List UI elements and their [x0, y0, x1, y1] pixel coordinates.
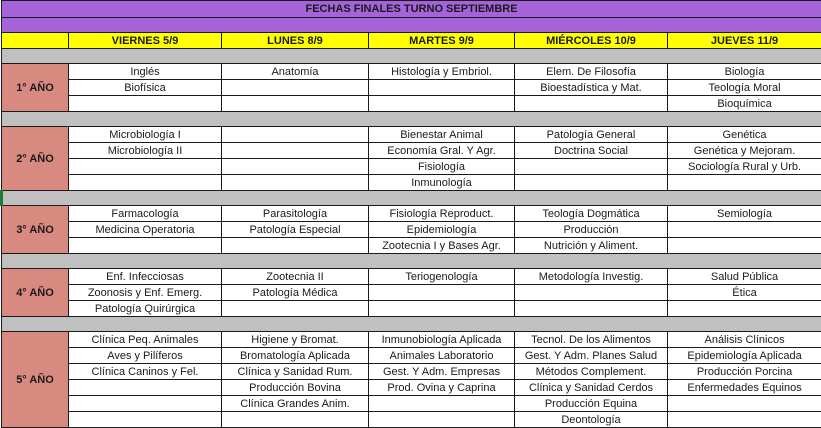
- gray-separator-row: [2, 317, 821, 332]
- subject-cell[interactable]: Clínica y Sanidad Cerdos: [515, 380, 668, 396]
- subject-cell[interactable]: Histología y Embriol.: [369, 64, 515, 80]
- subject-cell[interactable]: Inglés: [69, 64, 222, 80]
- subject-cell[interactable]: Elem. De Filosofía: [515, 64, 668, 80]
- subject-cell[interactable]: [69, 96, 222, 112]
- subject-cell[interactable]: [668, 175, 821, 191]
- subject-cell[interactable]: [515, 159, 668, 175]
- subject-cell[interactable]: Farmacología: [69, 206, 222, 222]
- gray-separator-cell[interactable]: [2, 254, 821, 269]
- sheet-title[interactable]: FECHAS FINALES TURNO SEPTIEMBRE: [2, 1, 821, 18]
- subject-cell[interactable]: Teología Moral: [668, 80, 821, 96]
- subject-cell[interactable]: Higiene y Bromat.: [222, 332, 369, 348]
- subject-row: [2, 380, 821, 396]
- year-label-cell[interactable]: 3° AÑO: [2, 206, 69, 254]
- day-header-cell[interactable]: JUEVES 11/9: [668, 33, 821, 49]
- subject-cell[interactable]: Enfermedades Equinos: [668, 380, 821, 396]
- subject-cell[interactable]: Nutrición y Aliment.: [515, 238, 668, 254]
- subject-cell[interactable]: Zootecnia I y Bases Agr.: [369, 238, 515, 254]
- subject-cell[interactable]: [222, 238, 369, 254]
- subject-cell[interactable]: Tecnol. De los Alimentos: [515, 332, 668, 348]
- subject-row: [2, 238, 821, 254]
- subject-cell[interactable]: Salud Pública: [668, 269, 821, 285]
- subject-cell[interactable]: Biofísica: [69, 80, 222, 96]
- subject-row: [2, 222, 821, 238]
- subject-cell[interactable]: Epidemiología: [369, 222, 515, 238]
- subject-row: [2, 285, 821, 301]
- subject-cell[interactable]: Clínica Grandes Anim.: [222, 396, 369, 412]
- subject-cell[interactable]: Prod. Ovina y Caprina: [369, 380, 515, 396]
- purple-spacer-cell[interactable]: [2, 18, 821, 33]
- subject-cell[interactable]: Sociología Rural y Urb.: [668, 159, 821, 175]
- subject-cell[interactable]: Patología Especial: [222, 222, 369, 238]
- title-row: [2, 1, 821, 18]
- subject-cell[interactable]: Parasitología: [222, 206, 369, 222]
- gray-separator-cell[interactable]: [2, 317, 821, 332]
- subject-cell[interactable]: Semiología: [668, 206, 821, 222]
- year-label-cell[interactable]: 4° AÑO: [2, 269, 69, 317]
- subject-cell[interactable]: Patología General: [515, 127, 668, 143]
- year-label-cell[interactable]: 5° AÑO: [2, 332, 69, 428]
- subject-cell[interactable]: [668, 412, 821, 428]
- subject-cell[interactable]: Genética y Mejoram.: [668, 143, 821, 159]
- subject-cell[interactable]: Deontología: [515, 412, 668, 428]
- subject-cell[interactable]: Producción Porcina: [668, 364, 821, 380]
- subject-cell[interactable]: [369, 80, 515, 96]
- subject-cell[interactable]: [515, 301, 668, 317]
- subject-cell[interactable]: Zootecnia II: [222, 269, 369, 285]
- subject-row: [2, 96, 821, 112]
- subject-cell[interactable]: Ética: [668, 285, 821, 301]
- subject-cell[interactable]: [69, 175, 222, 191]
- gray-separator-cell[interactable]: [2, 49, 821, 64]
- day-header-cell[interactable]: VIERNES 5/9: [69, 33, 222, 49]
- subject-cell[interactable]: [222, 80, 369, 96]
- subject-cell[interactable]: [668, 238, 821, 254]
- subject-cell[interactable]: [69, 159, 222, 175]
- subject-cell[interactable]: Patología Quirúrgica: [69, 301, 222, 317]
- day-header-cell[interactable]: LUNES 8/9: [222, 33, 369, 49]
- subject-cell[interactable]: Teriogenología: [369, 269, 515, 285]
- year-label-cell[interactable]: 1° AÑO: [2, 64, 69, 112]
- subject-cell[interactable]: [69, 238, 222, 254]
- subject-row: [2, 80, 821, 96]
- subject-row: [2, 396, 821, 412]
- subject-cell[interactable]: [222, 143, 369, 159]
- subject-cell[interactable]: [222, 412, 369, 428]
- subject-cell[interactable]: Producción Equina: [515, 396, 668, 412]
- subject-cell[interactable]: [515, 285, 668, 301]
- subject-cell[interactable]: [369, 285, 515, 301]
- subject-cell[interactable]: Doctrina Social: [515, 143, 668, 159]
- subject-cell[interactable]: [222, 96, 369, 112]
- subject-cell[interactable]: Aves y Pilíferos: [69, 348, 222, 364]
- subject-cell[interactable]: Enf. Infecciosas: [69, 269, 222, 285]
- subject-row: [2, 348, 821, 364]
- gray-separator-row: [2, 254, 821, 269]
- subject-cell[interactable]: Bienestar Animal: [369, 127, 515, 143]
- gray-separator-row: [2, 112, 821, 127]
- subject-cell[interactable]: Clínica y Sanidad Rum.: [222, 364, 369, 380]
- subject-cell[interactable]: Bioquímica: [668, 96, 821, 112]
- subject-cell[interactable]: [369, 301, 515, 317]
- day-header-row: [2, 33, 821, 49]
- subject-row: [2, 143, 821, 159]
- subject-cell[interactable]: [69, 412, 222, 428]
- year-label-cell[interactable]: 2° AÑO: [2, 127, 69, 191]
- subject-cell[interactable]: Anatomía: [222, 64, 369, 80]
- subject-cell[interactable]: Zoonosis y Enf. Emerg.: [69, 285, 222, 301]
- subject-cell[interactable]: [222, 127, 369, 143]
- subject-cell[interactable]: [515, 96, 668, 112]
- subject-cell[interactable]: Microbiología I: [69, 127, 222, 143]
- subject-cell[interactable]: [222, 301, 369, 317]
- subject-cell[interactable]: Análisis Clínicos: [668, 332, 821, 348]
- subject-cell[interactable]: Economía Gral. Y Agr.: [369, 143, 515, 159]
- subject-cell[interactable]: Genética: [668, 127, 821, 143]
- gray-separator-row: [2, 49, 821, 64]
- subject-row: [2, 412, 821, 428]
- subject-cell[interactable]: Producción Bovina: [222, 380, 369, 396]
- day-header-cell[interactable]: MIÉRCOLES 10/9: [515, 33, 668, 49]
- subject-row: [2, 269, 821, 285]
- subject-row: [2, 364, 821, 380]
- subject-cell[interactable]: Microbiología II: [69, 143, 222, 159]
- subject-cell[interactable]: [369, 396, 515, 412]
- subject-row: [2, 332, 821, 348]
- subject-cell[interactable]: Métodos Complement.: [515, 364, 668, 380]
- subject-cell[interactable]: [369, 412, 515, 428]
- subject-cell[interactable]: [668, 301, 821, 317]
- subject-cell[interactable]: Producción: [515, 222, 668, 238]
- header-corner-cell[interactable]: [2, 33, 69, 49]
- subject-row: [2, 301, 821, 317]
- subject-row: [2, 206, 821, 222]
- gray-separator-cell[interactable]: [2, 112, 821, 127]
- subject-cell[interactable]: Gest. Y Adm. Planes Salud: [515, 348, 668, 364]
- subject-cell[interactable]: [69, 396, 222, 412]
- subject-row: [2, 159, 821, 175]
- subject-cell[interactable]: [69, 380, 222, 396]
- subject-cell[interactable]: Animales Laboratorio: [369, 348, 515, 364]
- subject-cell[interactable]: Bioestadística y Mat.: [515, 80, 668, 96]
- gray-separator-cell[interactable]: [2, 191, 821, 206]
- subject-cell[interactable]: Clínica Peq. Animales: [69, 332, 222, 348]
- purple-spacer-row: [2, 18, 821, 33]
- subject-cell[interactable]: Biología: [668, 64, 821, 80]
- subject-cell[interactable]: Gest. Y Adm. Empresas: [369, 364, 515, 380]
- subject-cell[interactable]: Bromatología Aplicada: [222, 348, 369, 364]
- day-header-cell[interactable]: MARTES 9/9: [369, 33, 515, 49]
- subject-cell[interactable]: Metodología Investig.: [515, 269, 668, 285]
- subject-cell[interactable]: Medicina Operatoria: [69, 222, 222, 238]
- subject-row: [2, 127, 821, 143]
- subject-cell[interactable]: Inmunología: [369, 175, 515, 191]
- subject-cell[interactable]: [668, 222, 821, 238]
- subject-cell[interactable]: Fisiología: [369, 159, 515, 175]
- subject-cell[interactable]: Epidemiología Aplicada: [668, 348, 821, 364]
- subject-row: [2, 175, 821, 191]
- subject-row: [2, 64, 821, 80]
- subject-cell[interactable]: [369, 96, 515, 112]
- subject-cell[interactable]: Fisiología Reproduct.: [369, 206, 515, 222]
- subject-cell[interactable]: Patología Médica: [222, 285, 369, 301]
- subject-cell[interactable]: [515, 175, 668, 191]
- subject-cell[interactable]: [222, 159, 369, 175]
- subject-cell[interactable]: [668, 396, 821, 412]
- subject-cell[interactable]: Inmunobiología Aplicada: [369, 332, 515, 348]
- subject-cell[interactable]: [222, 175, 369, 191]
- gray-separator-row: [2, 191, 821, 206]
- subject-cell[interactable]: Teología Dogmática: [515, 206, 668, 222]
- subject-cell[interactable]: Clínica Caninos y Fel.: [69, 364, 222, 380]
